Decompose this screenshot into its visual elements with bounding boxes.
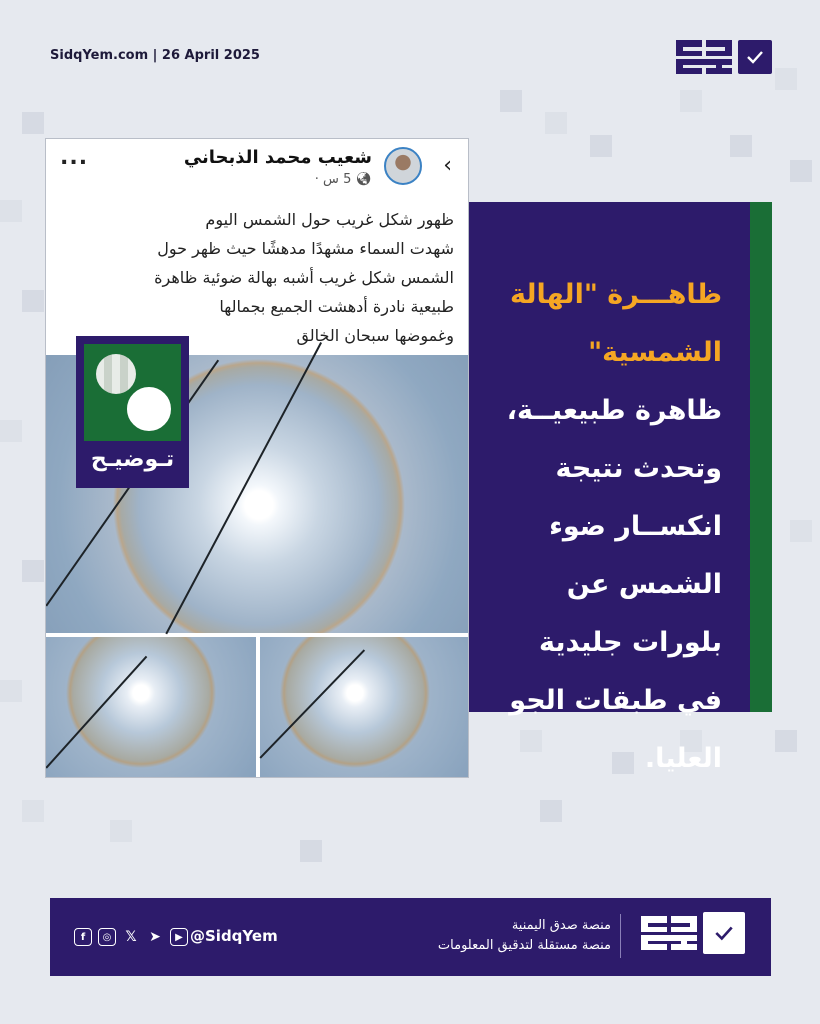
post-text: [46, 199, 468, 355]
youtube-icon[interactable]: ▶: [170, 928, 188, 946]
post-menu-button[interactable]: ...: [60, 145, 89, 170]
globe-icon: 🌏︎: [355, 172, 372, 187]
instagram-icon[interactable]: ◎: [98, 928, 116, 946]
fact-check-highlight: ظاهـــرة "الهالة الشمسية": [509, 279, 722, 368]
chevron-back-icon[interactable]: ‹: [443, 153, 452, 178]
fact-check-body: ظاهرة طبيعيــة، وتحدث نتيجة انكســار ضوء الشمس عن بلورات جليدية في طبقات الجو العليا.: [506, 395, 722, 774]
footer-bar: [50, 898, 771, 976]
social-icons: [74, 928, 188, 946]
x-icon[interactable]: 𝕏: [125, 929, 137, 945]
footer-org: منصة صدق اليمنية منصة مستقلة لتدقيق المعلومات: [437, 918, 611, 953]
post-text-line: شهدت السماء مشهدًا مدهشًا حيث ظهر حول: [157, 239, 454, 258]
post-text-line: ظهور شكل غريب حول الشمس اليوم: [205, 210, 454, 229]
fact-check-panel: [469, 202, 752, 774]
author-avatar[interactable]: [384, 147, 422, 185]
fact-check-text: [492, 266, 722, 788]
logo-mark-icon: [641, 916, 697, 950]
post-header: [46, 139, 468, 199]
clarification-badge: [76, 336, 189, 488]
clarification-label: تـوضيـح: [90, 447, 175, 472]
post-photo-thumb[interactable]: [260, 637, 469, 778]
post-photo-thumb[interactable]: [46, 637, 256, 778]
post-author[interactable]: شعيب محمد الذبحاني: [183, 147, 372, 168]
logo-check-icon: [703, 912, 745, 954]
post-text-line: وغموضها سبحان الخالق: [296, 326, 454, 345]
clarification-badge-icon: [84, 344, 181, 441]
logo-mark-icon: [676, 40, 732, 74]
post-text-line: الشمس شكل غريب أشبه بهالة ضوئية ظاهرة: [154, 268, 454, 287]
post-text-line: طبيعية نادرة أدهشت الجميع بجمالها: [219, 297, 454, 316]
telegram-icon[interactable]: ➤: [149, 929, 161, 945]
site-date-line: SidqYem.com | 26 April 2025: [50, 48, 260, 63]
post-time: 🌏︎ 5 س ·: [314, 172, 372, 187]
panel-accent-stripe: [750, 202, 772, 712]
footer-logo: [641, 912, 745, 954]
logo-check-icon: [738, 40, 772, 74]
footer-handle[interactable]: @SidqYem: [190, 927, 278, 945]
brand-logo: [676, 40, 772, 74]
footer-divider: [620, 914, 621, 958]
facebook-icon[interactable]: f: [74, 928, 92, 946]
